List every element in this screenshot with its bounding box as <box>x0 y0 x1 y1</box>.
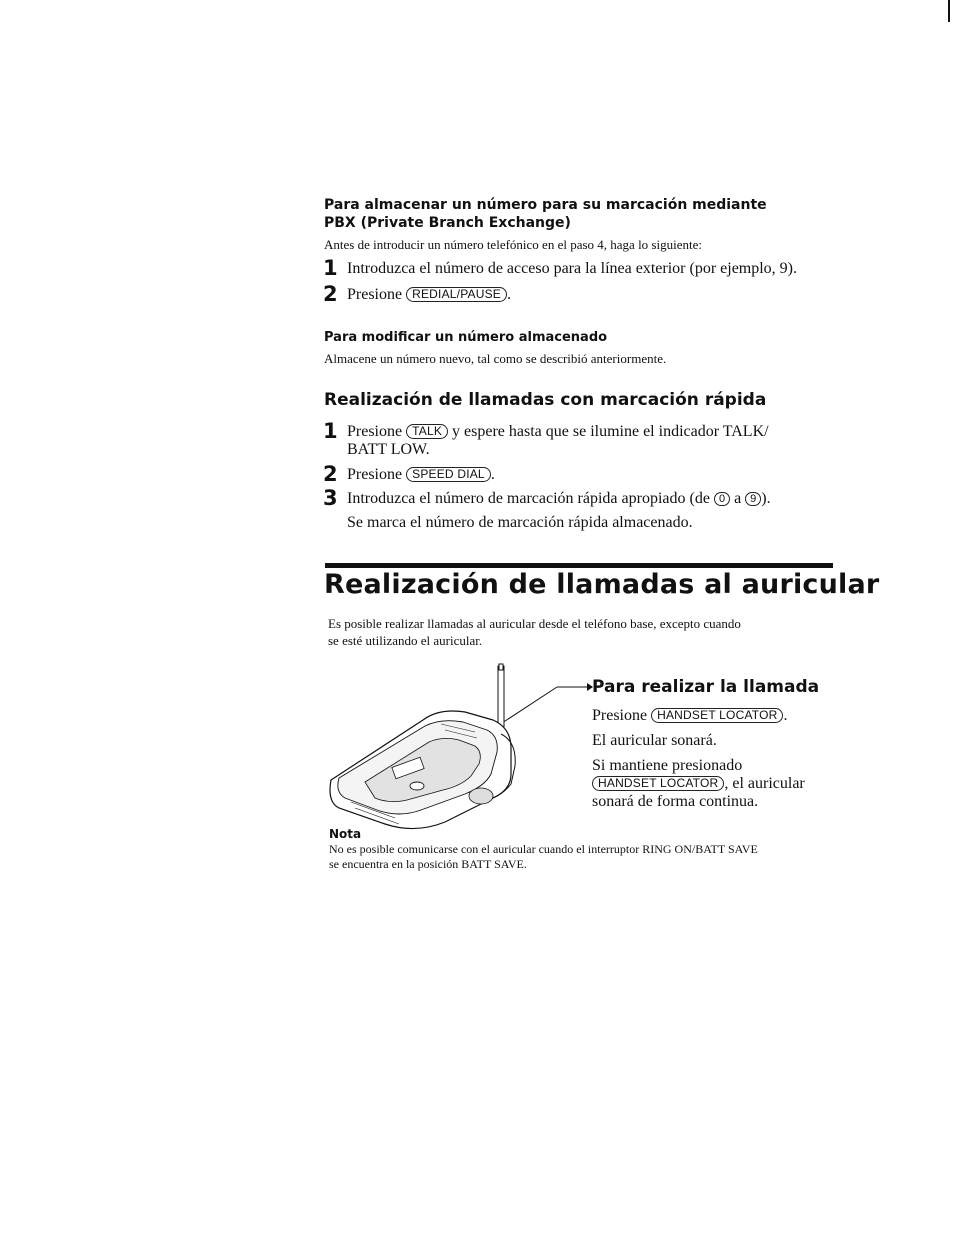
speed-step1-prefix: Presione <box>347 423 403 440</box>
speed-step2 <box>347 466 495 484</box>
pbx-step2-prefix: Presione <box>347 286 403 303</box>
pbx-intro: Antes de introducir un número telefónico en el paso 4, haga lo siguiente: <box>324 237 702 252</box>
note-label: Nota <box>329 827 362 841</box>
handset-title: Realización de llamadas al auricular <box>324 569 880 600</box>
speed-step2-prefix: Presione <box>347 466 403 483</box>
speed-title: Realización de llamadas con marcación rápida <box>324 390 767 410</box>
handset-locator-key-2: HANDSET LOCATOR <box>592 776 724 791</box>
talk-key: TALK <box>406 424 448 439</box>
pbx-title-line1: Para almacenar un número para su marcación mediante <box>324 197 767 213</box>
handset-press <box>592 707 787 725</box>
key-0: 0 <box>714 492 730 506</box>
modify-title: Para modificar un número almacenado <box>324 330 608 345</box>
handset-hold-line3: sonará de forma continua. <box>592 793 759 810</box>
modify-text: Almacene un número nuevo, tal como se describió anteriormente. <box>324 351 667 366</box>
handset-locator-key: HANDSET LOCATOR <box>651 708 783 723</box>
pbx-step2 <box>347 286 511 304</box>
speed-step2-number: 2 <box>323 462 338 486</box>
speed-step1-suffix: y espere hasta que se ilumine el indicador TALK/ <box>452 423 769 440</box>
speed-step1 <box>347 423 769 441</box>
speed-step3 <box>347 490 771 508</box>
handset-ring: El auricular sonará. <box>592 732 717 749</box>
pbx-step2-suffix: . <box>506 286 511 303</box>
base-unit-illustration <box>325 662 595 834</box>
speed-step1-number: 1 <box>323 419 338 443</box>
redial-pause-key: REDIAL/PAUSE <box>406 287 507 302</box>
pbx-title-line2: PBX (Private Branch Exchange) <box>324 215 571 231</box>
handset-press-prefix: Presione <box>592 707 648 724</box>
speed-step3-prefix: Introduzca el número de marcación rápida apropiado (de <box>347 490 710 507</box>
speed-step3-suffix: ). <box>761 490 771 507</box>
handset-press-suffix: . <box>783 707 788 724</box>
handset-intro-line2: se esté utilizando el auricular. <box>328 633 483 648</box>
handset-hold-suffix: , el auricular <box>724 775 805 792</box>
pbx-step2-number: 2 <box>323 282 338 306</box>
speed-step2-suffix: . <box>490 466 495 483</box>
speed-step3-mid: a <box>734 490 742 507</box>
speed-dial-key: SPEED DIAL <box>406 467 491 482</box>
scan-edge-mark <box>948 0 950 22</box>
handset-hold-line2 <box>592 775 805 793</box>
call-subtitle: Para realizar la llamada <box>592 677 820 697</box>
handset-hold-line1: Si mantiene presionado <box>592 757 743 774</box>
key-9: 9 <box>745 492 761 506</box>
speed-step3-number: 3 <box>323 486 338 510</box>
note-line1: No es posible comunicarse con el auricular cuando el interruptor RING ON/BATT SAVE <box>329 842 758 856</box>
note-line2: se encuentra en la posición BATT SAVE. <box>329 857 527 871</box>
pbx-step1-text: Introduzca el número de acceso para la línea exterior (por ejemplo, 9). <box>347 260 798 277</box>
speed-step1-line2: BATT LOW. <box>347 441 430 458</box>
speed-step3-result: Se marca el número de marcación rápida almacenado. <box>347 514 693 531</box>
handset-intro-line1: Es posible realizar llamadas al auricular desde el teléfono base, excepto cuando <box>328 616 741 631</box>
pbx-step1-number: 1 <box>323 256 338 280</box>
